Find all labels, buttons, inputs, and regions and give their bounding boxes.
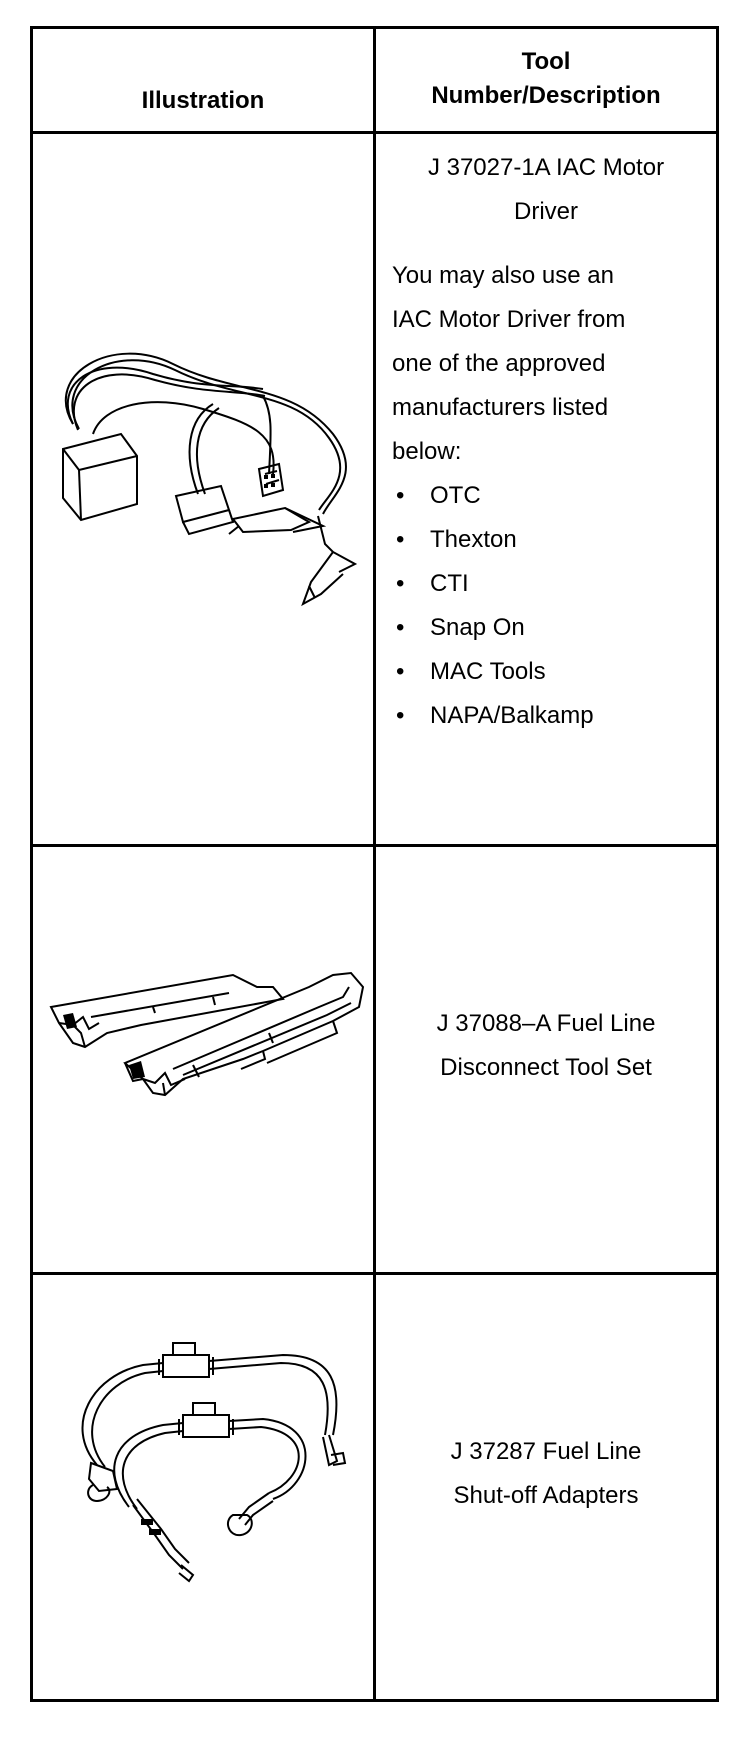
bullet-icon: • (396, 570, 405, 597)
header-illustration-label: Illustration (141, 87, 265, 114)
row3-description-cell (376, 1275, 716, 1702)
manufacturer-name: OTC (430, 482, 481, 509)
row1-tool-title-line2: Driver (514, 198, 578, 225)
row2-tool-title-line2: Disconnect Tool Set (440, 1054, 652, 1081)
row1-note-line: below: (392, 438, 462, 465)
manufacturer-item (392, 694, 700, 738)
manufacturer-item (392, 606, 700, 650)
fuel-line-disconnect-tool-icon (33, 847, 373, 1272)
row2-illustration-cell (33, 847, 373, 1272)
bullet-icon: • (396, 658, 405, 685)
row1-note-line: one of the approved (392, 350, 606, 377)
row1-illustration-cell (33, 134, 373, 844)
bullet-icon: • (396, 614, 405, 641)
row1-note-line: manufacturers listed (392, 394, 609, 421)
header-tool-line2: Number/Description (431, 82, 661, 109)
bullet-icon: • (396, 526, 405, 553)
manufacturer-name: Snap On (430, 614, 525, 641)
tool-table (30, 26, 719, 1702)
header-tool-line1: Tool (521, 48, 571, 75)
iac-motor-driver-icon (33, 134, 373, 844)
row1-note (392, 254, 700, 474)
manufacturer-item (392, 562, 700, 606)
fuel-line-shutoff-adapters-icon (33, 1275, 373, 1702)
bullet-icon: • (396, 482, 405, 509)
row2-description-cell (376, 847, 716, 1272)
manufacturer-name: Thexton (430, 526, 517, 553)
row3-illustration-cell (33, 1275, 373, 1702)
row1-note-line: You may also use an (392, 262, 614, 289)
header-illustration (33, 29, 373, 131)
header-tool (376, 29, 716, 131)
manufacturer-name: CTI (430, 570, 469, 597)
manufacturer-name: MAC Tools (430, 658, 546, 685)
row1-note-line: IAC Motor Driver from (392, 306, 626, 333)
manufacturer-item (392, 518, 700, 562)
manufacturer-item (392, 474, 700, 518)
row1-description-cell (376, 134, 716, 844)
row3-tool-title-line2: Shut-off Adapters (453, 1482, 639, 1509)
manufacturer-item (392, 650, 700, 694)
bullet-icon: • (396, 702, 405, 729)
row1-tool-title-line1: J 37027-1A IAC Motor (427, 154, 665, 181)
row2-tool-title-line1: J 37088–A Fuel Line (436, 1010, 656, 1037)
manufacturer-name: NAPA/Balkamp (430, 702, 594, 729)
row3-tool-title-line1: J 37287 Fuel Line (450, 1438, 642, 1465)
manufacturer-list (392, 474, 700, 738)
